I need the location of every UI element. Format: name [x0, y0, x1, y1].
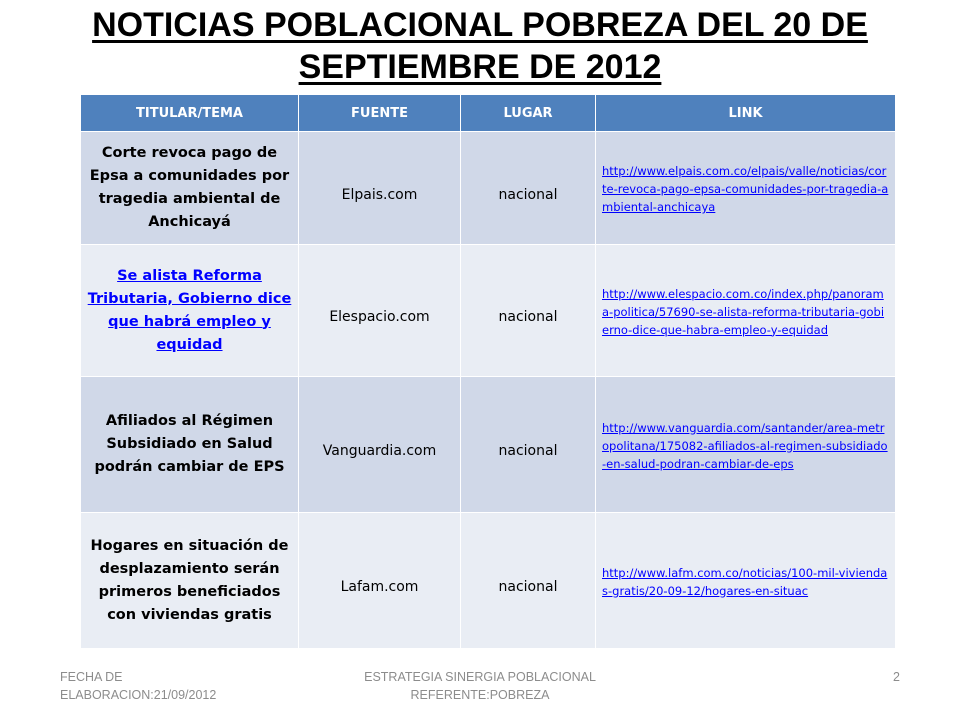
row-tema: Corte revoca pago de Epsa a comunidades por tragedia ambiental de Anchicayá [81, 132, 299, 245]
footer-date-line2: ELABORACION:21/09/2012 [60, 688, 217, 702]
row-lugar: nacional [461, 245, 596, 377]
row-link-cell [596, 377, 896, 513]
table-row [81, 377, 896, 513]
page-title-line1: NOTICIAS POBLACIONAL POBREZA DEL 20 DE [92, 6, 868, 44]
row-link-cell [596, 245, 896, 377]
footer-strategy [320, 668, 640, 704]
row-link[interactable]: http://www.elespacio.com.co/index.php/panorama-politica/57690-se-alista-reforma-tributaria-gobierno-dice-que-habra-empleo-y-equidad [602, 286, 885, 337]
table-header-row [81, 95, 896, 132]
footer-strategy-line1: ESTRATEGIA SINERGIA POBLACIONAL [364, 670, 596, 684]
row-tema-link[interactable]: Se alista Reforma Tributaria, Gobierno dice que habrá empleo y equidad [87, 267, 292, 353]
news-table [80, 94, 896, 649]
row-fuente: Vanguardia.com [299, 377, 461, 513]
row-link[interactable]: http://www.lafm.com.co/noticias/100-mil-viviendas-gratis/20-09-12/hogares-en-situac [602, 565, 888, 598]
header-fuente: FUENTE [299, 95, 461, 132]
row-lugar: nacional [461, 132, 596, 245]
table-row [81, 132, 896, 245]
row-tema: Hogares en situación de desplazamiento serán primeros beneficiados con viviendas gratis [81, 513, 299, 649]
footer-date-line1: FECHA DE [60, 670, 123, 684]
row-link-cell [596, 132, 896, 245]
row-tema: Afiliados al Régimen Subsidiado en Salud podrán cambiar de EPS [81, 377, 299, 513]
page-number: 2 [893, 670, 900, 684]
row-link[interactable]: http://www.elpais.com.co/elpais/valle/noticias/corte-revoca-pago-epsa-comunidades-por-tragedia-ambiental-anchicaya [602, 164, 889, 214]
row-tema-cell [81, 245, 299, 377]
row-lugar: nacional [461, 513, 596, 649]
header-lugar: LUGAR [461, 95, 596, 132]
row-fuente: Lafam.com [299, 513, 461, 649]
row-fuente: Elpais.com [299, 132, 461, 245]
footer-date [60, 668, 280, 704]
page-title-line2: SEPTIEMBRE DE 2012 [298, 48, 662, 86]
row-fuente: Elespacio.com [299, 245, 461, 377]
row-link[interactable]: http://www.vanguardia.com/santander/area-metropolitana/175082-afiliados-al-regimen-subsidiado-en-salud-podran-cambiar-de-eps [602, 420, 888, 471]
header-link: LINK [596, 95, 896, 132]
row-lugar: nacional [461, 377, 596, 513]
header-tema: TITULAR/TEMA [81, 95, 299, 132]
footer-strategy-line2: REFERENTE:POBREZA [410, 688, 550, 702]
table-row [81, 245, 896, 377]
table-row [81, 513, 896, 649]
row-link-cell [596, 513, 896, 649]
page-title [60, 4, 900, 88]
